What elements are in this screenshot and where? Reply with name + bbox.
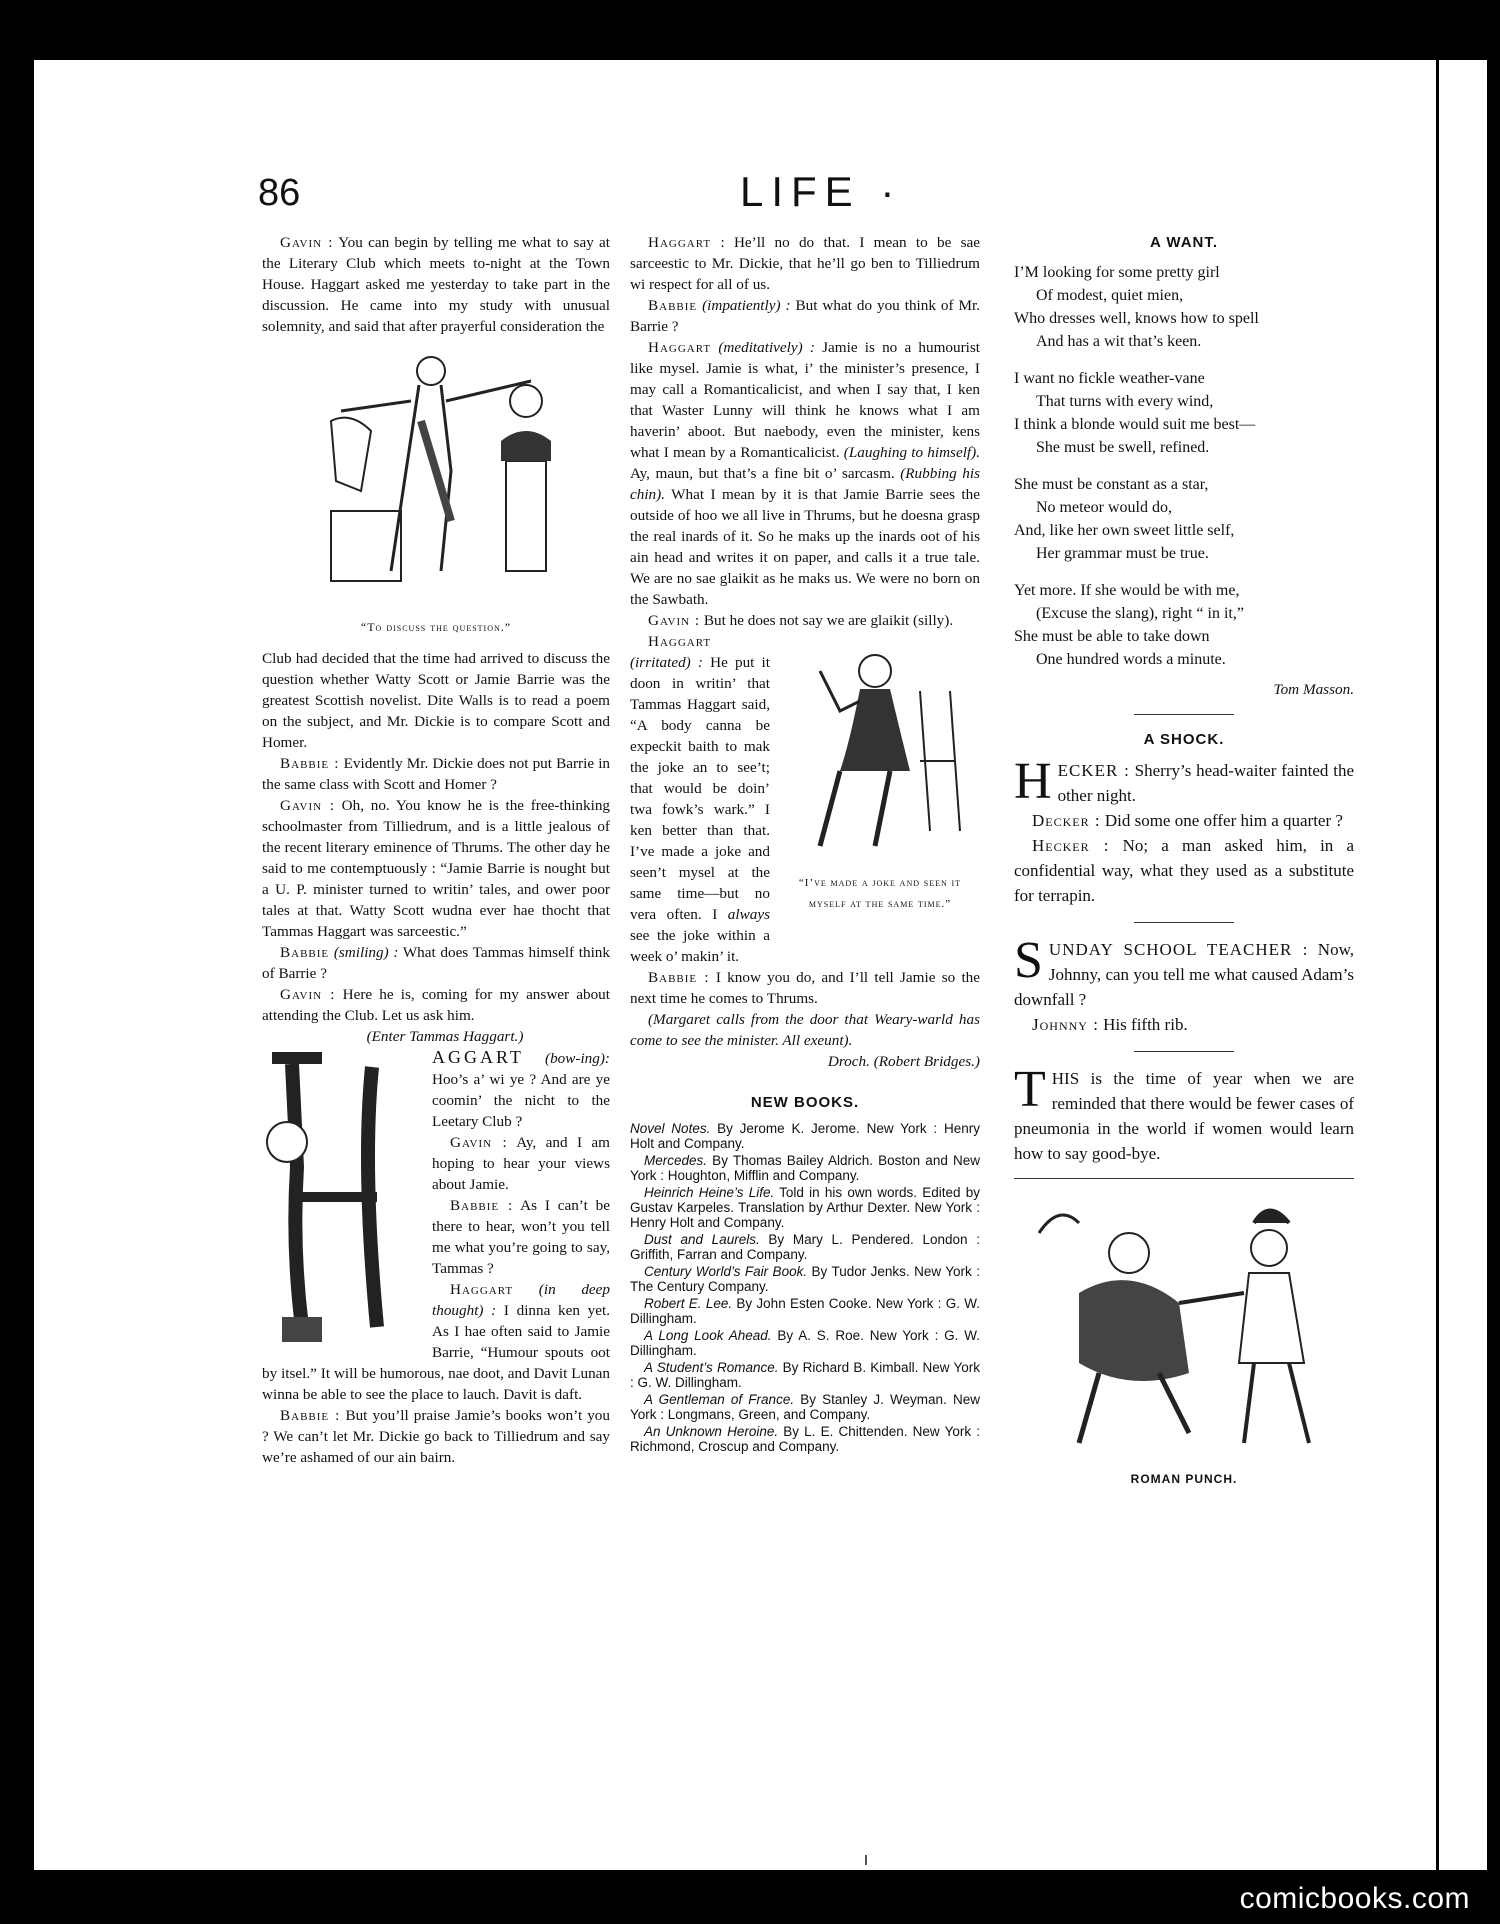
illustration-caption: ROMAN PUNCH.	[1130, 1472, 1238, 1486]
book-title: Heinrich Heine’s Life.	[644, 1185, 775, 1200]
book-entry	[630, 1264, 980, 1294]
poem-line: No meteor would do,	[1036, 499, 1172, 516]
dialogue-text: No; a man asked him, in a confidential way, what they used as a substitute for terrapin.	[1014, 836, 1354, 905]
book-details: By John Esten Cooke. New York : G. W. Dillingham.	[630, 1296, 980, 1326]
poem-signature: Tom Masson.	[1273, 681, 1354, 698]
dialogue-text: His fifth rib.	[1103, 1015, 1188, 1034]
book-entry	[630, 1296, 980, 1326]
stage-direction: (bow-ing):	[545, 1050, 610, 1067]
stage-direction: (meditatively) :	[718, 339, 815, 356]
book-title: Dust and Laurels.	[644, 1232, 760, 1247]
illustration-roman-punch	[1019, 1193, 1349, 1463]
poem-line: She must be constant as a star,	[1014, 476, 1209, 493]
book-entry	[630, 1185, 980, 1230]
dropcap-t: T	[1014, 1061, 1046, 1118]
poem-line: One hundred words a minute.	[1036, 651, 1226, 668]
stage-direction: (smiling) :	[333, 944, 399, 961]
speaker-label: Babbie	[648, 297, 698, 314]
stage-direction: (Enter Tammas Haggart.)	[366, 1028, 524, 1045]
book-entry	[630, 1328, 980, 1358]
speaker-label: Gavin :	[648, 612, 701, 629]
dialogue-text: You can begin by telling me what to say at the Literary Club which meets to-night at the Town House. Haggart asked me yesterday to take part in the discussion. He came into my study with unusual solemnity, and said that after prayerful consideration the	[262, 234, 610, 335]
dialogue-text: I know you do, and I’ll tell Jamie so the next time he comes to Thrums.	[630, 969, 980, 1007]
dialogue-text: What does Tammas himself think of Barrie ?	[262, 944, 610, 982]
speaker-label: Hecker :	[1032, 836, 1110, 855]
pneumonia-joke	[1014, 1061, 1354, 1166]
page-number: 86	[258, 172, 301, 214]
book-details: By L. E. Chittenden. New York : Richmond, Croscup and Company.	[630, 1424, 981, 1454]
stage-direction: (irritated) :	[630, 654, 703, 671]
book-entry	[630, 1153, 980, 1183]
dialogue-text: But he does not say we are glaikit (silly).	[703, 612, 954, 629]
poem-line: (Excuse the slang), right “ in it,”	[1036, 605, 1244, 622]
book-title: Mercedes.	[644, 1153, 708, 1168]
book-details: Told in his own words. Edited by Gustav Karpeles. Translation by Arthur Dexter. New York : Henry Holt and Company.	[630, 1185, 980, 1230]
dialogue-text: Oh, no. You know he is the free-thinking schoolmaster from Tilliedrum, and is a little jealous of the recent literary eminence of Thrums. The other day he said to me contemptuously : “Jamie Barrie is nought but a U. P. minister turned to writin’ tales, and ower poor tales at that. Watty Scott wudna ever hae thocht that Tammas Haggart was sarceestic.”	[262, 797, 611, 940]
book-details: By Tudor Jenks. New York : The Century Company.	[630, 1264, 980, 1294]
stage-direction: (in deep thought) :	[432, 1281, 610, 1319]
stage-direction: (Laughing to himself).	[843, 444, 981, 461]
poem-stanza	[1014, 579, 1354, 671]
dialogue-text: Ay, and I am hoping to hear your views about Jamie.	[432, 1134, 610, 1193]
speaker-label: Haggart	[648, 633, 712, 650]
illustration-discussion	[301, 341, 571, 611]
poem-line: Of modest, quiet mien,	[1036, 287, 1184, 304]
book-title: An Unknown Heroine.	[644, 1424, 779, 1439]
speaker-label: Babbie :	[648, 969, 710, 986]
dialogue-text: But what do you think of Mr. Barrie ?	[630, 297, 981, 335]
dialogue-text: Ay, maun, but that’s a fine bit o’ sarcasm.	[630, 465, 895, 482]
book-title: Century World’s Fair Book.	[644, 1264, 808, 1279]
illustration-caption: “To discuss the question.”	[360, 620, 512, 634]
speaker-label: Babbie :	[280, 755, 340, 772]
illustration-haggart-letter-h	[262, 1047, 422, 1347]
dialogue-text: What I mean by it is that Jamie Barrie sees the outside of hoo we all live in Thrums, but he doesna grasp the real inards of it. So he maks up the inards oot of his ain head and writes it on paper, and calls it a true tale. We are no sae glaikit as he maks us. We were no born on the Sawbath.	[630, 486, 980, 608]
speaker-label: Babbie :	[450, 1197, 514, 1214]
poem-line: That turns with every wind,	[1036, 393, 1214, 410]
speaker-label: Babbie :	[280, 1407, 341, 1424]
dialogue-text: Did some one offer him a quarter ?	[1104, 811, 1343, 830]
section-divider	[1134, 1051, 1234, 1052]
dialogue-text: I dinna ken yet. As I hae often said to Jamie Barrie, “Humour spouts oot by itsel.” It will be humorous, nae doot, and Davit Lunan winna be able to see the place to lauch. Davit is daft.	[262, 1302, 610, 1403]
book-details: By A. S. Roe. New York : G. W. Dillingham.	[630, 1328, 980, 1358]
illustration-seated-figure	[780, 631, 980, 861]
book-details: By Mary L. Pendered. London : Griffith, Farran and Company.	[630, 1232, 980, 1262]
dialogue-text: He’ll no do that. I mean to be sae sarceestic to Mr. Dickie, that he’ll go ben to Tilliedrum wi respect for all of us.	[630, 234, 980, 293]
poem-a-want	[1014, 261, 1354, 671]
poem-line: She must be swell, refined.	[1036, 439, 1210, 456]
book-title: Novel Notes.	[630, 1121, 711, 1136]
poem-line: I’M looking for some pretty girl	[1014, 264, 1220, 281]
dialogue-text: Sherry’s head-waiter fainted the other night.	[1057, 761, 1355, 805]
speaker-label: Haggart	[648, 234, 712, 251]
column-middle: Haggart : He’ll no do that. I mean to be sae sarceestic to Mr. Dickie, that he’ll go ben to Tilliedrum wi respect for all of us. Babbie (impatiently) : But what do you think of Mr. Barrie ? Haggart (meditatively) : Jamie is no a humourist like mysel. Jamie is what, i’ the minister’s presence, I may call a Romanticalicist, and when I say that, I ken that Waster Lunny will think he knows what I am haverin’ aboot. But naebody, even the minister, kens what I mean by a Romanticalicist. (Laughing to himself). Ay, maun, but that’s a fine bit o’ sarcasm. (Rubbing his chin). What I mean by it is that Jamie Barrie sees the outside of hoo we all live in Thrums, but he doesna grasp the real inards of it. So he maks up the inards oot of his ain head and writes it on paper, and calls it a true tale. We are no sae glaikit as he maks us. We were no born on the Sawbath. Gavin : But he does not say we are glaikit (silly). “I’ve made a joke and seen it myself at the same time.” Haggart (irritated) : He put it doon in writin’ that Tammas Haggart said, “A body canna be expeckit baith to mak the joke an to see’t; that would be doin’ twa fowk’s wark.” I ken better than that. I’ve made a joke and seen’t mysel at the same time—but no vera often. I always see the joke within a week o’ makin’ it. Babbie : I know you do, and I’ll tell Jamie so the next time he comes to Thrums. (Margaret calls from the door that Weary-warld has come to see the minister. All exeunt). Droch. (Robert Bridges.) NEW BOOKS. Novel Notes. By Jerome K. Jerome. New York : Henry Holt and Company. Mercedes. By Thomas Bailey Aldrich. Boston and New York : Houghton, Mifflin and Company. Heinrich Heine’s Life. Told in his own words. Edited by Gustav Karpeles. Translation by Arthur Dexter. New York : Henry Holt and Company. Dust and Laurels. By Mary L. Pendered. London : Griffith, Farran and Company. Century World’s Fair Book. By Tudor Jenks. New York : The Century Company. Robert E. Lee. By John Esten Cooke. New York : G. W. Dillingham. A Long Look Ahead. By A. S. Roe. New York : G. W. Dillingham. A Student’s Romance. By Richard B. Kimball. New York : G. W. Dillingham. A Gentleman of France. By Stanley J. Weyman. New York : Longmans, Green, and Company. An Unknown Heroine. By L. E. Chittenden. New York : Richmond, Croscup and Company.	[630, 234, 981, 1454]
dialogue-text: Jamie is no a humourist like mysel. Jamie is what, i’ the minister’s presence, I may call a Romanticalicist, and when I say that, I ken that Waster Lunny will think he knows what I am haverin’ aboot. But naebody, even the minister, kens what I mean by a Romanticalicist.	[630, 339, 981, 461]
stage-direction: (Rubbing his chin).	[630, 465, 980, 503]
dialogue-text: As I can’t be there to hear, won’t you tell me what you’re going to say, Tammas ?	[432, 1197, 610, 1277]
masthead-title: LIFE ·	[740, 168, 903, 215]
want-heading: A WANT.	[1149, 234, 1219, 251]
next-page-edge	[1436, 60, 1487, 1870]
book-title: A Long Look Ahead.	[644, 1328, 772, 1343]
stage-direction: (Margaret calls from the door that Weary-warld has come to see the minister. All exeunt).	[630, 1011, 980, 1049]
column-left	[262, 232, 610, 1468]
section-divider	[1134, 714, 1234, 715]
dialogue-text: see the joke within a week o’ makin’ it.	[630, 927, 770, 965]
book-entry	[630, 1392, 980, 1422]
poem-line: And has a wit that’s keen.	[1036, 333, 1202, 350]
speaker-label: Decker :	[1032, 811, 1101, 830]
book-entry	[630, 1360, 980, 1390]
dialogue-text: Now, Johnny, can you tell me what caused Adam’s downfall ?	[1014, 940, 1354, 1009]
dropcap-h: H	[1014, 753, 1052, 810]
shock-dialogue	[1014, 753, 1355, 908]
new-books-heading: NEW BOOKS.	[750, 1094, 860, 1111]
book-title: A Gentleman of France.	[644, 1392, 795, 1407]
sunday-school-joke	[1014, 932, 1354, 1037]
speaker-label: Johnny :	[1032, 1015, 1099, 1034]
poem-line: She must be able to take down	[1014, 628, 1210, 645]
speaker-label: Gavin :	[450, 1134, 508, 1151]
book-details: By Thomas Bailey Aldrich. Boston and New York : Houghton, Mifflin and Company.	[630, 1153, 980, 1183]
book-details: By Jerome K. Jerome. New York : Henry Holt and Company.	[630, 1121, 980, 1151]
stage-direction: (impatiently) :	[702, 297, 791, 314]
book-entry	[630, 1232, 980, 1262]
speaker-label: Babbie	[280, 944, 330, 961]
poem-line: Her grammar must be true.	[1036, 545, 1209, 562]
dropcap-word: AGGART	[432, 1047, 524, 1067]
speaker-label: Gavin :	[280, 986, 336, 1003]
new-books-list	[630, 1121, 980, 1454]
article-signature: Droch. (Robert Bridges.)	[827, 1053, 980, 1070]
speaker-label: ECKER :	[1057, 761, 1130, 780]
poem-line: Yet more. If she would be with me,	[1014, 582, 1240, 599]
poem-line: I want no fickle weather-vane	[1014, 370, 1205, 387]
dialogue-text: Evidently Mr. Dickie does not put Barrie in the same class with Scott and Homer ?	[262, 755, 611, 793]
illustration-seated-figure-block	[780, 631, 980, 925]
speaker-label: Haggart	[648, 339, 712, 356]
dialogue-text: Club had decided that the time had arrived to discuss the question whether Watty Scott or Jamie Barrie was the greatest Scottish novelist. Dite Walls is to read a poem on the subject, and Mr. Dickie is to compare Scott and Homer.	[262, 650, 610, 751]
shock-heading: A SHOCK.	[1143, 731, 1225, 748]
poem-stanza	[1014, 261, 1354, 353]
stage-direction: always	[727, 906, 770, 923]
speaker-label: Haggart	[450, 1281, 514, 1298]
dialogue-text: He put it doon in writin’ that Tammas Haggart said, “A body canna be expeckit baith to mak the joke an to see’t; that would be doin’ twa fowk’s wark.” I ken better than that. I’ve made a joke and seen’t mysel at the same time—but no vera often. I	[630, 654, 770, 923]
speaker-label: Gavin :	[280, 234, 334, 251]
book-details: By Stanley J. Weyman. New York : Longmans, Green, and Company.	[630, 1392, 980, 1422]
dialogue-text: Here he is, coming for my answer about attending the Club. Let us ask him.	[262, 986, 610, 1024]
poem-stanza	[1014, 473, 1354, 565]
source-watermark: comicbooks.com	[1239, 1882, 1470, 1915]
poem-line: And, like her own sweet little self,	[1014, 522, 1235, 539]
book-title: Robert E. Lee.	[644, 1296, 733, 1311]
column-right	[1014, 232, 1354, 1500]
joke-text: HIS is the time of year when we are reminded that there would be fewer cases of pneumonia in the world if women would learn how to say good-bye.	[1014, 1069, 1354, 1163]
dropcap-s: S	[1014, 932, 1043, 989]
poem-line: Who dresses well, knows how to spell	[1014, 310, 1259, 327]
book-entry	[630, 1424, 980, 1454]
speaker-label: UNDAY SCHOOL TEACHER :	[1048, 940, 1309, 959]
poem-line: I think a blonde would suit me best—	[1014, 416, 1256, 433]
illustration-caption: “I’ve made a joke and seen it myself at the same time.”	[798, 877, 962, 910]
book-title: A Student’s Romance.	[644, 1360, 779, 1375]
dialogue-text: But you’ll praise Jamie’s books won’t you ? We can’t let Mr. Dickie go back to Tilliedrum and say we’re ashamed of our ain bairn.	[262, 1407, 610, 1466]
book-details: By Richard B. Kimball. New York : G. W. Dillingham.	[630, 1360, 980, 1390]
section-divider	[1134, 922, 1234, 923]
page-mark	[865, 1855, 867, 1865]
dialogue-text: Hoo’s a’ wi ye ? And are ye coomin’ the nicht to the Leetary Club ?	[432, 1071, 610, 1130]
poem-stanza	[1014, 367, 1354, 459]
speaker-label: Gavin :	[280, 797, 335, 814]
book-entry	[630, 1121, 980, 1151]
